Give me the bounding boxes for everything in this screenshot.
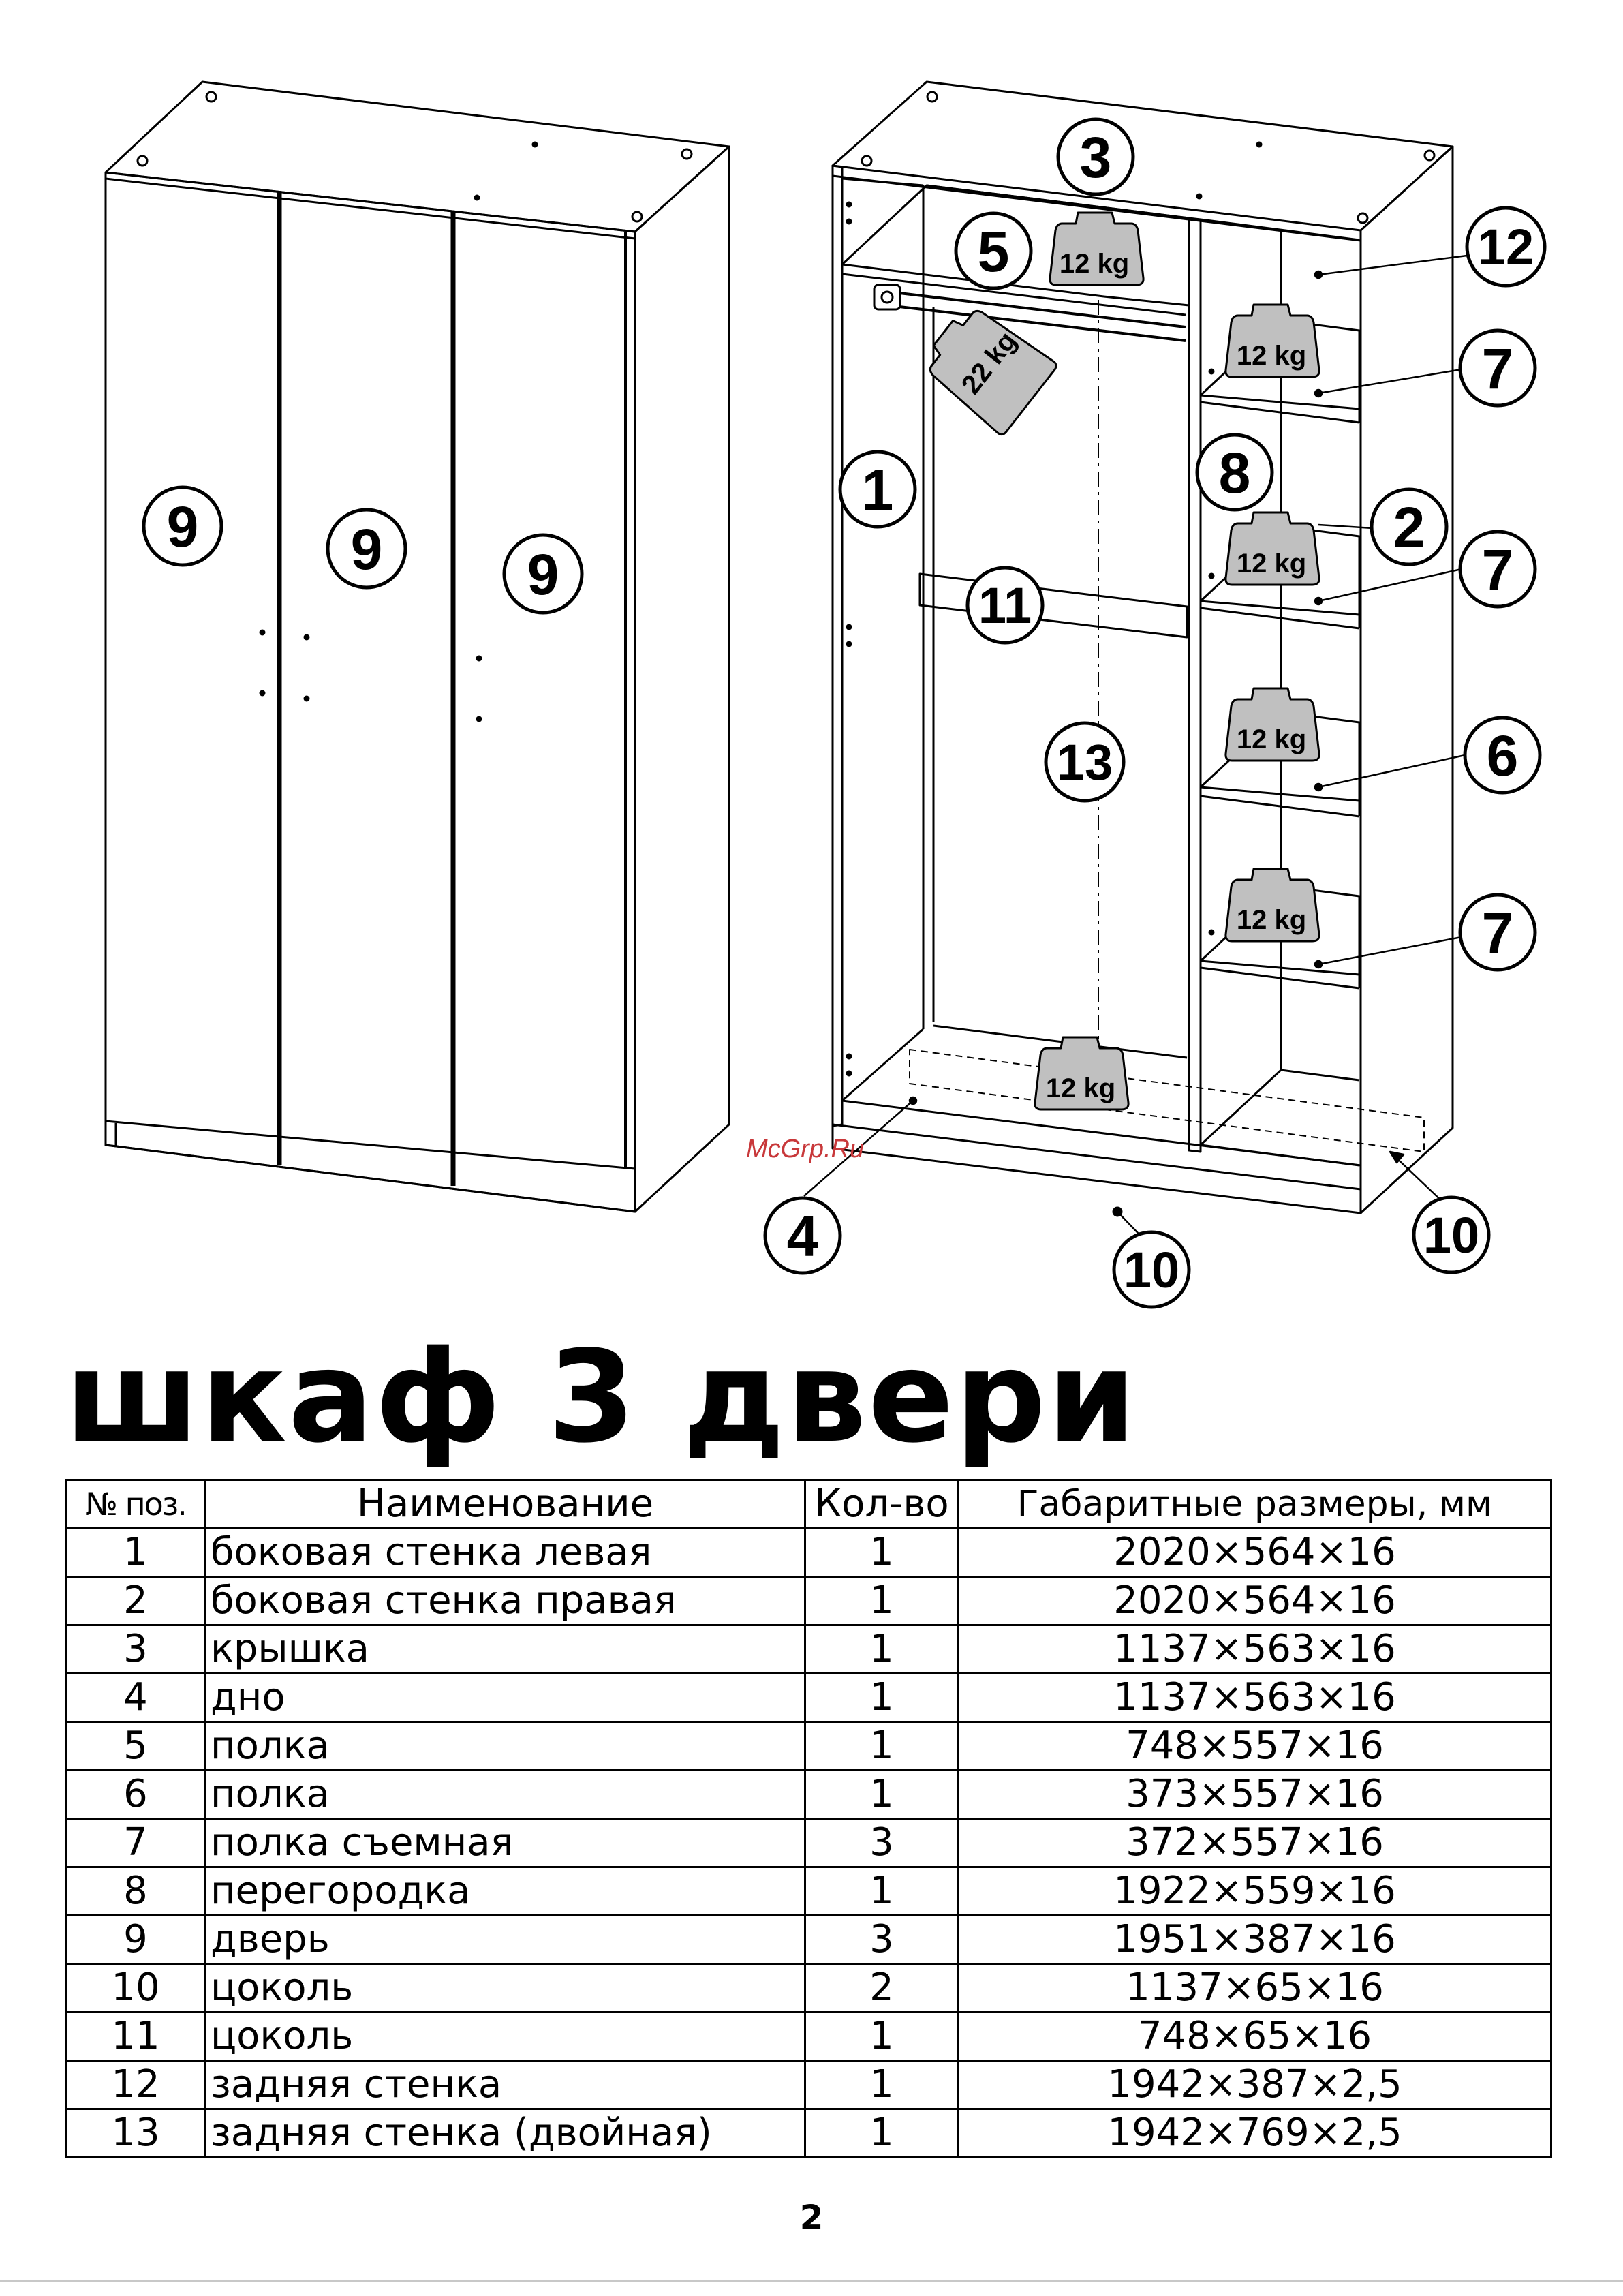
parts-table-body <box>66 1529 1551 2158</box>
callouts <box>144 119 1545 1307</box>
callout-10-back <box>1414 1197 1489 1272</box>
callout-7-middle <box>1460 532 1535 607</box>
header-name: Наименование <box>206 1480 805 1529</box>
cell-position: 6 <box>66 1771 206 1819</box>
cell-dimensions: 1137×563×16 <box>959 1674 1551 1722</box>
parts-table <box>65 1479 1552 2158</box>
callout-2 <box>1372 489 1447 564</box>
weight-tag-top <box>1050 213 1143 285</box>
cell-quantity: 1 <box>805 2012 959 2061</box>
cell-quantity: 1 <box>805 1771 959 1819</box>
weight-label: 12 kg <box>1059 249 1130 279</box>
cell-quantity: 1 <box>805 1577 959 1625</box>
weight-label: 12 kg <box>1236 341 1307 371</box>
cell-quantity: 1 <box>805 2109 959 2158</box>
open-carcass <box>833 82 1453 1216</box>
svg-text:8: 8 <box>1218 441 1251 505</box>
cell-dimensions: 748×557×16 <box>959 1722 1551 1771</box>
cell-name: дно <box>206 1674 805 1722</box>
cell-dimensions: 372×557×16 <box>959 1819 1551 1867</box>
cell-quantity: 1 <box>805 1529 959 1577</box>
weight-tag-shelf-4 <box>1226 869 1319 941</box>
callout-8 <box>1197 435 1272 510</box>
cell-position: 10 <box>66 1964 206 2012</box>
cell-dimensions: 1922×559×16 <box>959 1867 1551 1916</box>
callout-door-1 <box>144 487 221 565</box>
callout-13 <box>1046 723 1124 801</box>
cell-name: боковая стенка левая <box>206 1529 805 1577</box>
weight-label: 22 kg <box>955 326 1023 400</box>
svg-text:4: 4 <box>786 1204 819 1268</box>
callout-6 <box>1465 718 1540 793</box>
cell-quantity: 1 <box>805 2061 959 2109</box>
svg-text:10: 10 <box>1423 1207 1480 1264</box>
cell-dimensions: 1942×769×2,5 <box>959 2109 1551 2158</box>
svg-text:9: 9 <box>527 542 559 607</box>
callout-5 <box>956 213 1031 288</box>
closed-wardrobe <box>106 82 729 1212</box>
table-row <box>66 2109 1551 2158</box>
cell-quantity: 3 <box>805 1819 959 1867</box>
page-number: 2 <box>799 2198 824 2237</box>
cell-name: боковая стенка правая <box>206 1577 805 1625</box>
header-position: № поз. <box>66 1480 206 1529</box>
callout-3 <box>1058 119 1133 194</box>
cell-quantity: 1 <box>805 1625 959 1674</box>
cell-name: полка <box>206 1722 805 1771</box>
cell-dimensions: 1137×563×16 <box>959 1625 1551 1674</box>
callout-1 <box>840 452 915 527</box>
cell-dimensions: 748×65×16 <box>959 2012 1551 2061</box>
page-title: шкаф 3 двери <box>65 1323 1138 1471</box>
cell-dimensions: 2020×564×16 <box>959 1529 1551 1577</box>
header-dimensions: Габаритные размеры, мм <box>959 1480 1551 1529</box>
table-row <box>66 1916 1551 1964</box>
cell-name: задняя стенка <box>206 2061 805 2109</box>
cell-position: 11 <box>66 2012 206 2061</box>
table-row <box>66 1674 1551 1722</box>
weight-tag-shelf-1 <box>1226 305 1319 377</box>
cell-position: 3 <box>66 1625 206 1674</box>
cell-position: 9 <box>66 1916 206 1964</box>
table-row <box>66 1964 1551 2012</box>
svg-text:7: 7 <box>1481 538 1514 602</box>
table-row <box>66 1819 1551 1867</box>
svg-text:9: 9 <box>166 495 199 559</box>
cell-dimensions: 1951×387×16 <box>959 1916 1551 1964</box>
table-row <box>66 2061 1551 2109</box>
cell-position: 2 <box>66 1577 206 1625</box>
cell-dimensions: 373×557×16 <box>959 1771 1551 1819</box>
callout-4 <box>765 1198 840 1273</box>
cell-quantity: 3 <box>805 1916 959 1964</box>
weight-tag-bottom <box>1035 1037 1128 1109</box>
cell-position: 1 <box>66 1529 206 1577</box>
footer-rule <box>0 2280 1623 2282</box>
watermark: McGrp.Ru <box>746 1135 865 1163</box>
table-row <box>66 1722 1551 1771</box>
svg-text:2: 2 <box>1393 495 1425 560</box>
cell-name: цоколь <box>206 1964 805 2012</box>
svg-text:7: 7 <box>1481 337 1514 401</box>
cell-name: перегородка <box>206 1867 805 1916</box>
svg-text:6: 6 <box>1486 724 1519 788</box>
callout-door-3 <box>504 535 582 613</box>
svg-text:3: 3 <box>1079 125 1112 189</box>
table-row <box>66 2012 1551 2061</box>
cell-position: 8 <box>66 1867 206 1916</box>
cell-name: крышка <box>206 1625 805 1674</box>
svg-text:11: 11 <box>978 577 1032 634</box>
callout-7-top <box>1460 331 1535 405</box>
cell-dimensions: 1942×387×2,5 <box>959 2061 1551 2109</box>
cell-name: дверь <box>206 1916 805 1964</box>
cell-name: цоколь <box>206 2012 805 2061</box>
cell-dimensions: 1137×65×16 <box>959 1964 1551 2012</box>
cell-position: 12 <box>66 2061 206 2109</box>
cell-quantity: 1 <box>805 1674 959 1722</box>
weight-tag-shelf-2 <box>1226 512 1319 585</box>
svg-text:1: 1 <box>861 458 894 522</box>
leader-lines <box>804 256 1467 1247</box>
callout-7-bottom <box>1460 895 1535 970</box>
cell-position: 4 <box>66 1674 206 1722</box>
svg-text:12: 12 <box>1477 219 1534 275</box>
cell-name: полка <box>206 1771 805 1819</box>
weight-label: 12 kg <box>1236 905 1307 935</box>
header-quantity: Кол-во <box>805 1480 959 1529</box>
cell-quantity: 2 <box>805 1964 959 2012</box>
weight-label: 12 kg <box>1236 724 1307 754</box>
table-row <box>66 1529 1551 1577</box>
cell-position: 5 <box>66 1722 206 1771</box>
table-row <box>66 1867 1551 1916</box>
svg-text:9: 9 <box>350 517 383 581</box>
table-header-row <box>66 1480 1551 1529</box>
table-row <box>66 1771 1551 1819</box>
cell-quantity: 1 <box>805 1867 959 1916</box>
cell-position: 7 <box>66 1819 206 1867</box>
callout-10-front <box>1114 1232 1189 1307</box>
callout-12 <box>1467 208 1545 286</box>
table-row <box>66 1625 1551 1674</box>
svg-text:5: 5 <box>977 219 1010 284</box>
weight-label: 12 kg <box>1236 549 1307 579</box>
svg-text:10: 10 <box>1123 1242 1180 1298</box>
cell-name: задняя стенка (двойная) <box>206 2109 805 2158</box>
weight-label: 12 kg <box>1045 1073 1116 1103</box>
cell-name: полка съемная <box>206 1819 805 1867</box>
cell-position: 13 <box>66 2109 206 2158</box>
weight-tag-shelf-3 <box>1226 688 1319 761</box>
callout-11 <box>968 568 1042 643</box>
cell-dimensions: 2020×564×16 <box>959 1577 1551 1625</box>
svg-text:13: 13 <box>1056 734 1113 791</box>
cell-quantity: 1 <box>805 1722 959 1771</box>
svg-text:7: 7 <box>1481 901 1514 965</box>
weight-tag-rail <box>916 297 1059 437</box>
table-row <box>66 1577 1551 1625</box>
callout-door-2 <box>328 510 405 587</box>
